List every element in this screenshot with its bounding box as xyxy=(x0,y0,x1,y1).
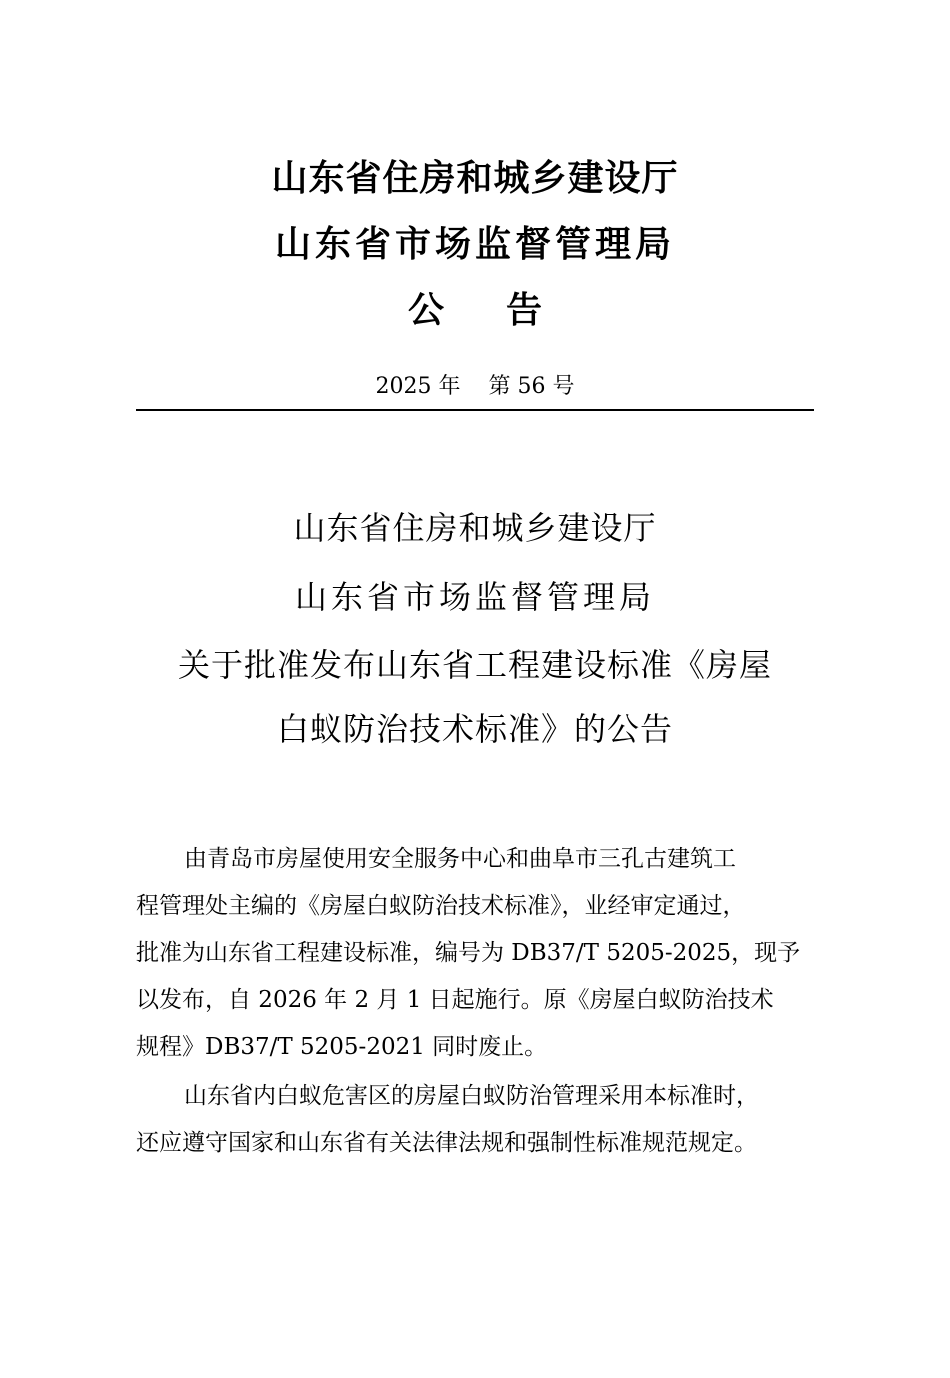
header-divider xyxy=(136,409,814,411)
issuer-name-market-regulation: 山东省市场监督管理局 xyxy=(274,223,675,265)
paragraph-1-line-2: 程管理处主编的《房屋白蚁防治技术标准》，业经审定通过， xyxy=(136,893,746,919)
paragraph-1-line-4: 以发布，自 2026 年 2 月 1 日起施行。原《房屋白蚁防治技术 xyxy=(136,987,774,1013)
paragraph-1-line-5: 规程》DB37/T 5205-2021 同时废止。 xyxy=(136,1034,548,1060)
document-serial-number: 第 56 号 xyxy=(488,374,575,399)
paragraph-2-line-1: 山东省内白蚁危害区的房屋白蚁防治管理采用本标准时， xyxy=(184,1083,759,1109)
document-year: 2025 年 xyxy=(375,374,461,399)
body-paragraph-1 xyxy=(136,842,816,1077)
document-type-char-1: 公 xyxy=(407,289,444,331)
title-line-3: 关于批准发布山东省工程建设标准《房屋 xyxy=(177,646,772,684)
document-number xyxy=(0,372,950,402)
paragraph-2-line-2: 还应遵守国家和山东省有关法律法规和强制性标准规范规定。 xyxy=(136,1130,757,1156)
title-line-4: 白蚁防治技术标准》的公告 xyxy=(276,710,673,748)
paragraph-1-line-3: 批准为山东省工程建设标准，编号为 DB37/T 5205-2025，现予 xyxy=(136,940,801,966)
paragraph-1-line-1: 由青岛市房屋使用安全服务中心和曲阜市三孔古建筑工 xyxy=(184,846,736,872)
title-line-2: 山东省市场监督管理局 xyxy=(294,578,655,616)
title-line-1: 山东省住房和城乡建设厅 xyxy=(293,509,657,547)
body-paragraph-2 xyxy=(136,1079,816,1173)
document-type-char-2: 告 xyxy=(506,289,543,331)
issuer-name-housing-department: 山东省住房和城乡建设厅 xyxy=(271,157,679,199)
document-type-heading xyxy=(0,288,950,332)
